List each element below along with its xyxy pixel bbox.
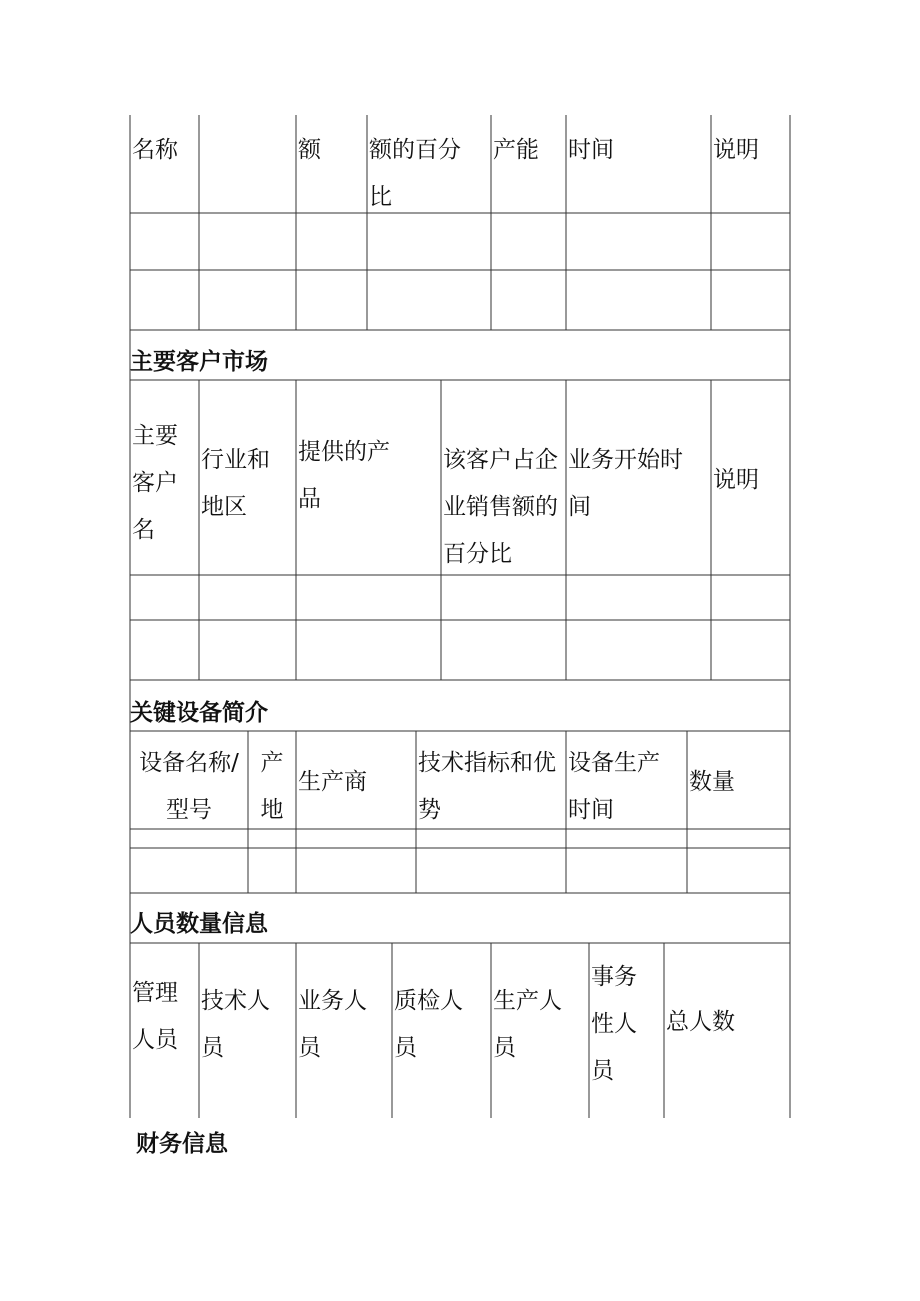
equipment-header-name-model: 设备名称/ 型号 bbox=[139, 750, 239, 823]
equipment-header-quantity: 数量 bbox=[689, 769, 735, 795]
customer-header-name: 主要 客户 名 bbox=[132, 423, 178, 543]
equipment-header-specs: 技术指标和优 势 bbox=[418, 750, 556, 823]
customer-header-sales-share: 该客户占企 业销售额的 百分比 bbox=[443, 447, 558, 567]
staff-header-technical: 技术人 员 bbox=[201, 988, 270, 1061]
section-title-finance: 财务信息 bbox=[136, 1131, 228, 1157]
staff-header-total: 总人数 bbox=[666, 1009, 735, 1035]
production-header-capacity: 产能 bbox=[493, 137, 539, 163]
customer-header-industry-region: 行业和 地区 bbox=[201, 447, 270, 520]
production-header-amount: 额 bbox=[298, 137, 321, 163]
section-title-customer-market: 主要客户市场 bbox=[130, 349, 268, 375]
production-header-notes: 说明 bbox=[713, 137, 759, 163]
equipment-header-origin: 产 地 bbox=[260, 750, 284, 823]
staff-header-production: 生产人 员 bbox=[493, 988, 562, 1061]
customer-header-start-time: 业务开始时 间 bbox=[568, 447, 683, 520]
staff-header-business: 业务人 员 bbox=[298, 988, 367, 1061]
production-header-time: 时间 bbox=[568, 137, 614, 163]
staff-header-administrative: 事务 性人 员 bbox=[591, 964, 637, 1084]
equipment-header-production-time: 设备生产 时间 bbox=[568, 750, 660, 823]
customer-header-products: 提供的产 品 bbox=[298, 439, 390, 512]
section-title-key-equipment: 关键设备简介 bbox=[130, 700, 268, 726]
staff-header-management: 管理 人员 bbox=[132, 980, 178, 1053]
equipment-header-manufacturer: 生产商 bbox=[298, 769, 367, 795]
customer-header-notes: 说明 bbox=[713, 467, 759, 493]
production-header-amount-percent: 额的百分 比 bbox=[369, 137, 461, 210]
production-header-name: 名称 bbox=[132, 137, 178, 163]
staff-header-quality: 质检人 员 bbox=[394, 988, 463, 1061]
section-title-staff: 人员数量信息 bbox=[130, 911, 268, 937]
